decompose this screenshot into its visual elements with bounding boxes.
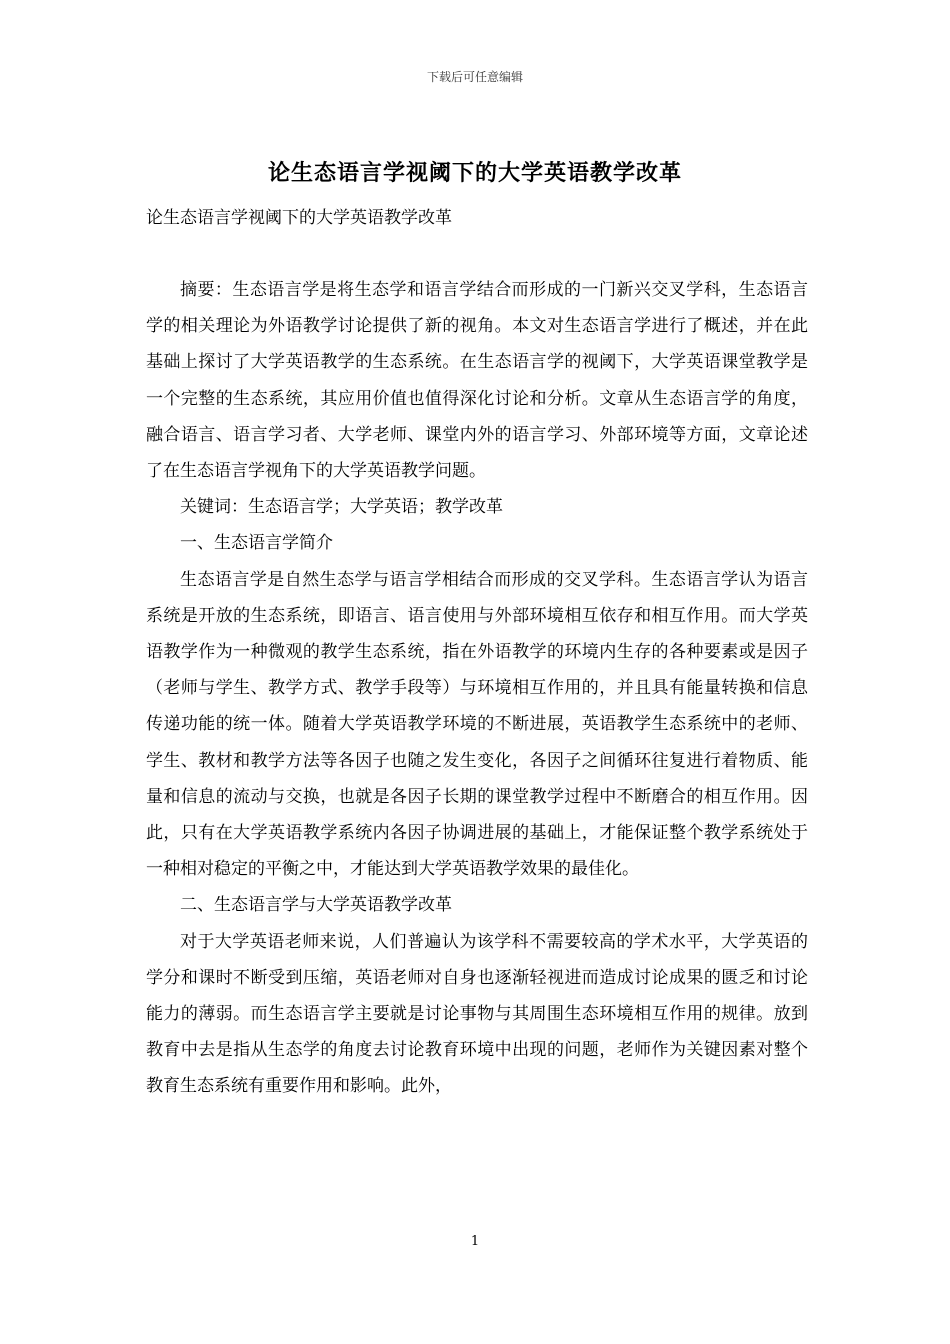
- page-header-note: 下载后可任意编辑: [426, 70, 523, 84]
- abstract-paragraph: 摘要：生态语言学是将生态学和语言学结合而形成的一门新兴交叉学科，生态语言学的相关理论为外语教学讨论提供了新的视角。本文对生态语言学进行了概述，并在此基础上探讨了大学英语教学的生态系统。在生态语言学的视阈下，大学英语课堂教学是一个完整的生态系统，其应用价值也值得深化讨论和分析。文章从生态语言学的角度，融合语言、语言学习者、大学老师、课堂内外的语言学习、外部环境等方面，文章论述了在生态语言学视角下的大学英语教学问题。: [146, 280, 808, 482]
- document-body: [146, 272, 808, 1105]
- body-paragraph: 生态语言学是自然生态学与语言学相结合而形成的交叉学科。生态语言学认为语言系统是开放的生态系统，即语言、语言使用与外部环境相互依存和相互作用。而大学英语教学作为一种微观的教学生态系统，指在外语教学的环境内生存的各种要素或是因子（老师与学生、教学方式、教学手段等）与环境相互作用的，并且具有能量转换和信息传递功能的统一体。随着大学英语教学环境的不断进展，英语教学生态系统中的老师、学生、教材和教学方法等各因子也随之发生变化，各因子之间循环往复进行着物质、能量和信息的流动与交换，也就是各因子长期的课堂教学过程中不断磨合的相互作用。因此，只有在大学英语教学系统内各因子协调进展的基础上，才能保证整个教学系统处于一种相对稳定的平衡之中，才能达到大学英语教学效果的最佳化。: [146, 569, 808, 880]
- section-heading-2: 二、生态语言学与大学英语教学改革: [180, 895, 452, 916]
- keywords-paragraph: 关键词：生态语言学；大学英语；教学改革: [180, 497, 503, 518]
- document-subtitle: 论生态语言学视阈下的大学英语教学改革: [146, 208, 452, 228]
- document-title: 论生态语言学视阈下的大学英语教学改革: [267, 160, 682, 186]
- body-paragraph: 对于大学英语老师来说，人们普遍认为该学科不需要较高的学术水平，大学英语的学分和课时不断受到压缩，英语老师对自身也逐渐轻视进而造成讨论成果的匮乏和讨论能力的薄弱。而生态语言学主要就是讨论事物与其周围生态环境相互作用的规律。放到教育中去是指从生态学的角度去讨论教育环境中出现的问题，老师作为关键因素对整个教育生态系统有重要作用和影响。此外，: [146, 931, 808, 1097]
- page-number: 1: [470, 1234, 480, 1249]
- section-heading-1: 一、生态语言学简介: [180, 533, 333, 554]
